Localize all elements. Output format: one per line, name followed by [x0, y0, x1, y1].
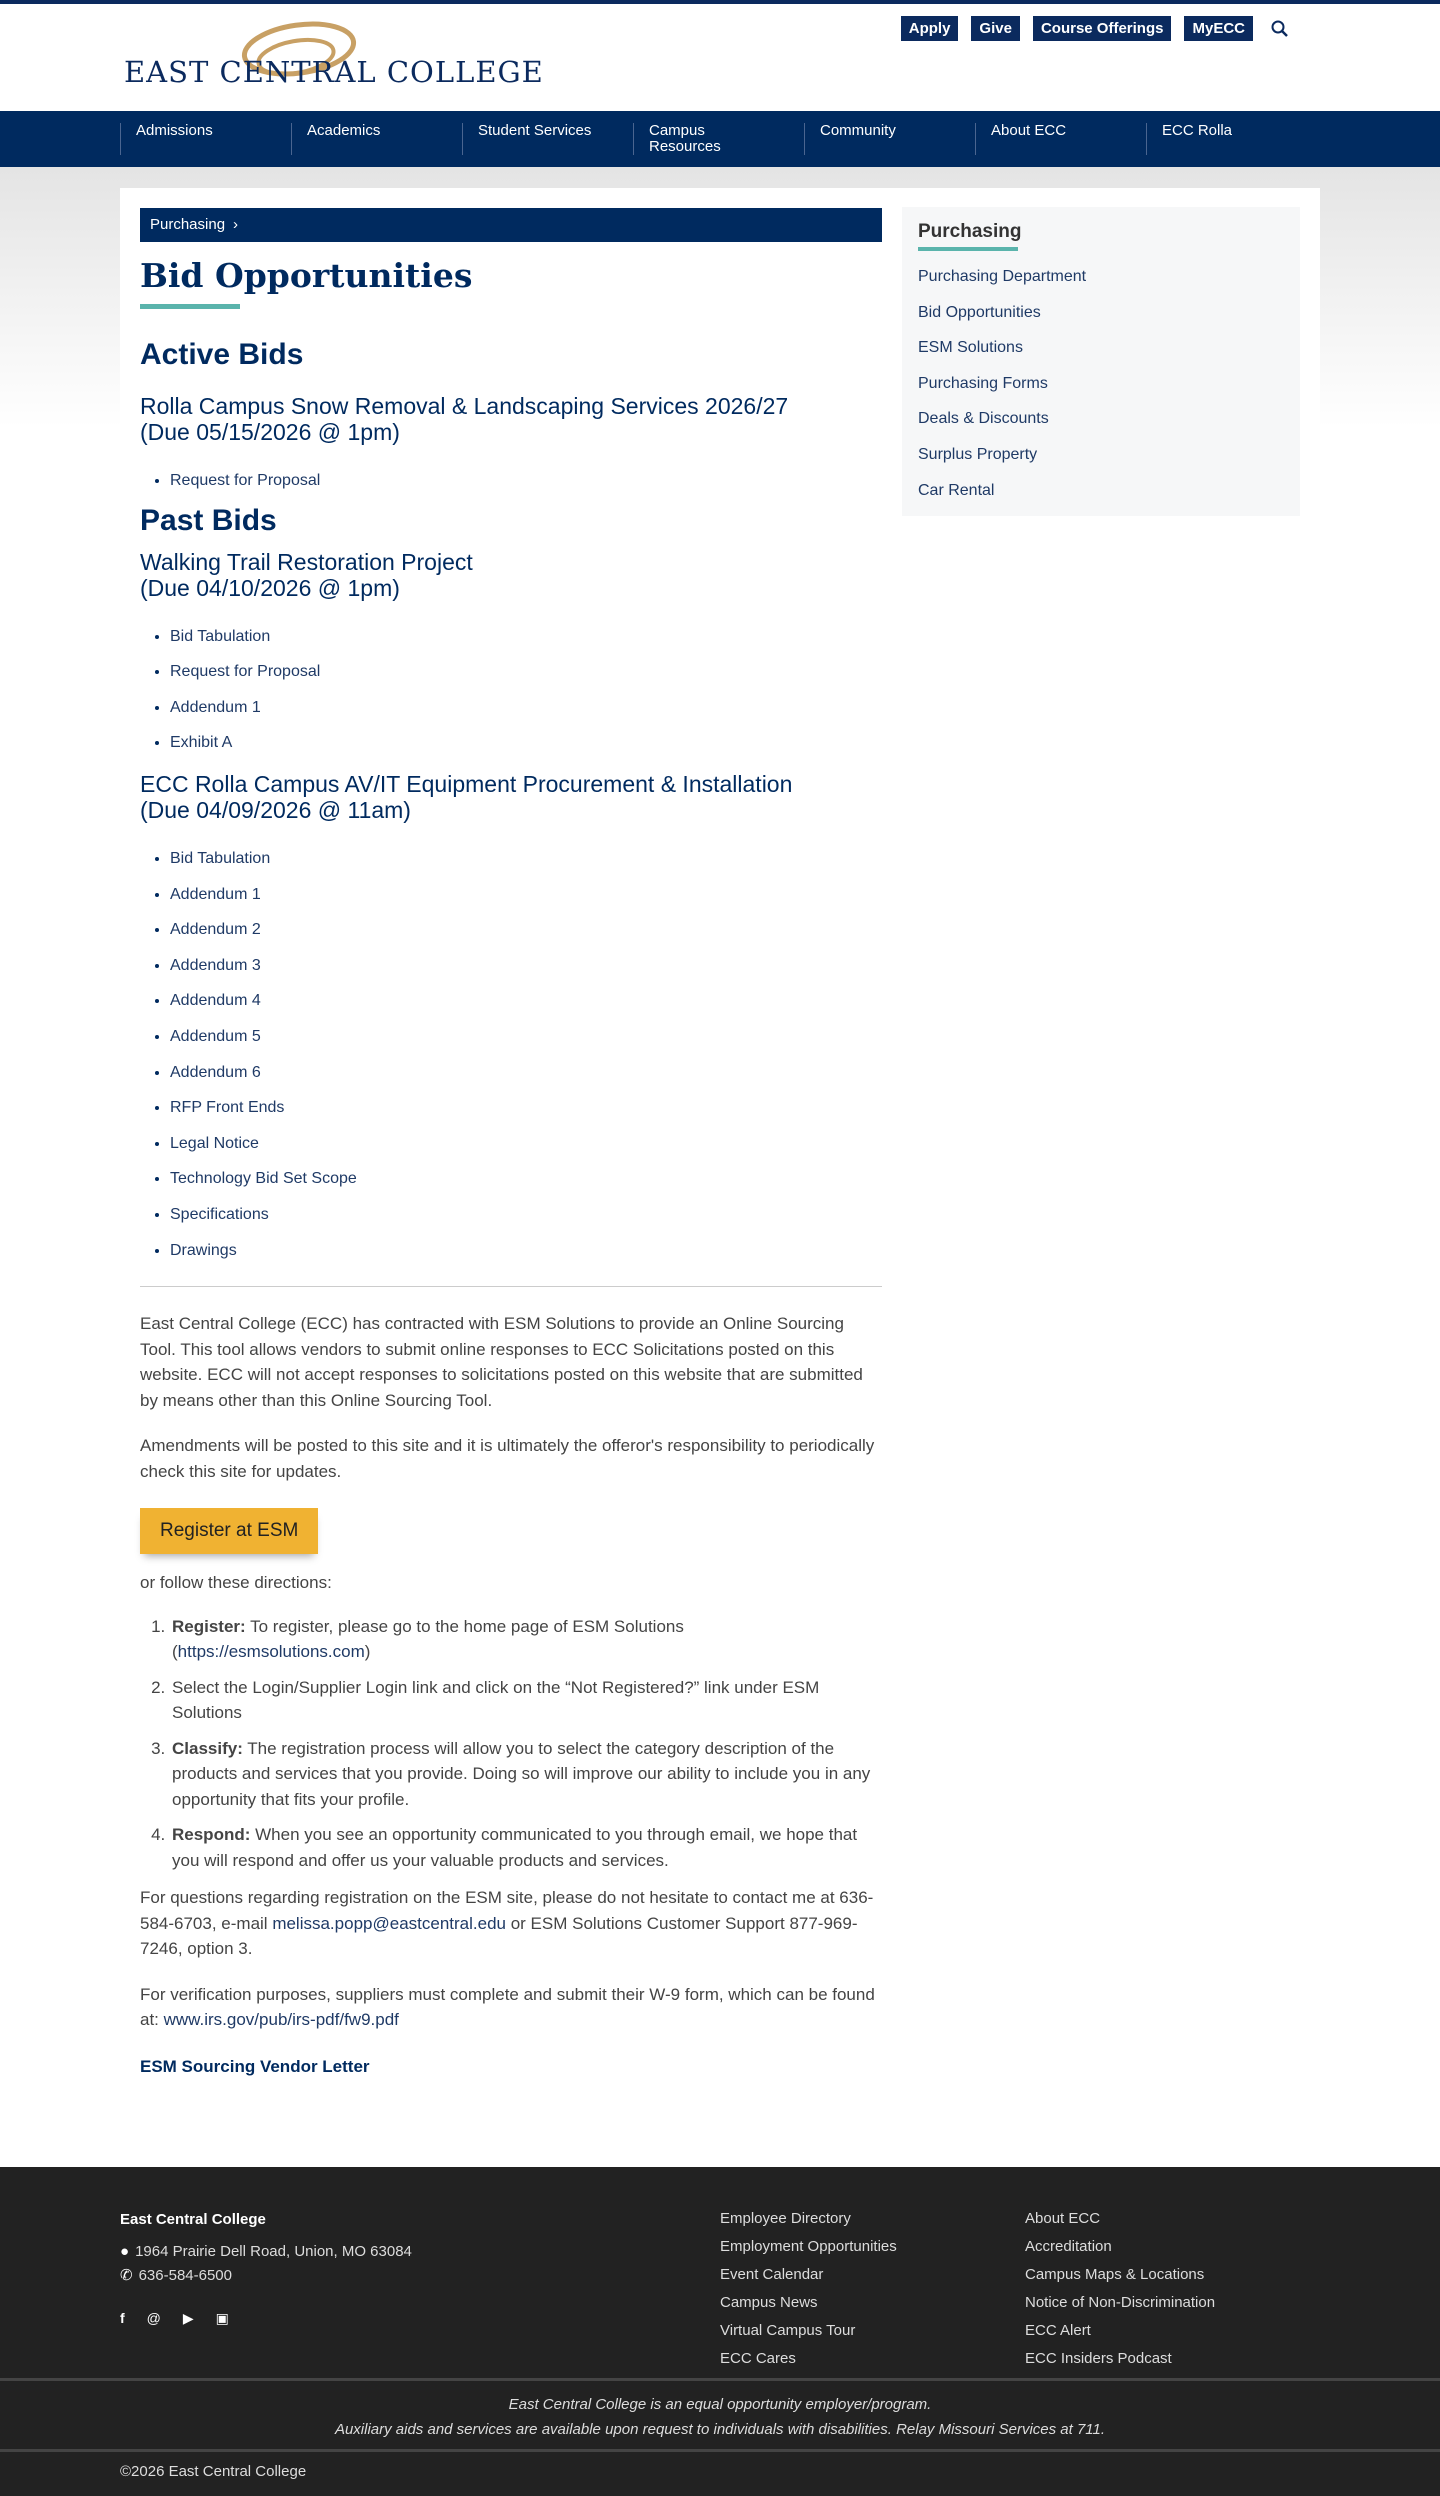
nav-student-services[interactable]: Student Services	[462, 123, 633, 155]
document-link[interactable]: Exhibit A	[170, 734, 233, 752]
footer-links-col2	[1025, 2205, 1215, 2373]
document-link[interactable]: Legal Notice	[170, 1134, 259, 1152]
instagram-icon[interactable]: ▣	[215, 2310, 229, 2326]
step-text: Select the Login/Supplier Login link and click on the “Not Registered?” link under ESM Solutions	[172, 1677, 820, 1723]
w9-text-a: For verification purposes, suppliers must complete and submit their W-9 form, which can be found at:	[140, 1984, 875, 2030]
list-item	[170, 463, 882, 499]
list-item	[170, 877, 882, 913]
document-link[interactable]: Addendum 1	[170, 698, 261, 716]
site-footer	[0, 2167, 1440, 2496]
bid-documents	[170, 619, 882, 761]
document-link[interactable]: Addendum 2	[170, 921, 261, 939]
breadcrumb	[140, 208, 882, 242]
footer-link[interactable]: ECC Cares	[720, 2350, 796, 2367]
step-text: To register, please go to the home page of ESM Solutions (	[172, 1616, 684, 1662]
footer-link[interactable]: Accreditation	[1025, 2238, 1112, 2255]
bid-documents	[170, 841, 882, 1268]
step-respond	[170, 1822, 882, 1873]
main-content	[140, 208, 882, 2077]
bid-due: (Due 05/15/2026 @ 1pm)	[140, 419, 400, 445]
footer-link[interactable]: Notice of Non-Discrimination	[1025, 2294, 1216, 2311]
eo-line2	[0, 2417, 1440, 2442]
document-link[interactable]: Specifications	[170, 1205, 269, 1223]
list-item	[170, 983, 882, 1019]
sidebar-item[interactable]: Deals & Discounts	[918, 410, 1049, 428]
bid-due: (Due 04/09/2026 @ 11am)	[140, 796, 411, 823]
step-classify	[170, 1736, 882, 1813]
logo-text: EAST CENTRAL COLLEGE	[124, 55, 544, 89]
list-item	[170, 1233, 882, 1269]
document-link[interactable]: RFP Front Ends	[170, 1099, 285, 1117]
utility-links	[901, 16, 1290, 41]
phone-icon: ✆	[120, 2267, 133, 2284]
bid-name: Walking Trail Restoration Project	[140, 548, 473, 575]
social-links	[120, 2310, 412, 2327]
directions-intro: or follow these directions:	[140, 1573, 332, 1593]
list-item	[170, 1126, 882, 1162]
footer-address	[120, 2240, 412, 2264]
footer-link[interactable]: ECC Insiders Podcast	[1025, 2350, 1172, 2367]
step-text: The registration process will allow you to select the category description of the products and services that you provide. Doing so will improve our ability to include you in any opportunity that fits your profile.	[172, 1738, 871, 1809]
footer-phone	[120, 2264, 412, 2288]
search-icon[interactable]	[1270, 19, 1290, 39]
footer-link[interactable]: Campus News	[720, 2294, 818, 2311]
bid-title	[140, 393, 882, 445]
document-link[interactable]: Addendum 3	[170, 956, 261, 974]
chevron-right-icon: ›	[233, 216, 239, 233]
past-bids-heading: Past Bids	[140, 503, 277, 537]
apply-button[interactable]: Apply	[901, 16, 959, 41]
divider	[140, 1286, 882, 1287]
sidebar-menu	[918, 259, 1284, 508]
contact-text-b: or ESM Solutions Customer Support 877-969-7246, option 3.	[140, 1913, 858, 1959]
nav-academics[interactable]: Academics	[291, 123, 462, 155]
bid-name: Rolla Campus Snow Removal & Landscaping Services 2026/27	[140, 393, 789, 419]
sidebar-title-underline	[918, 247, 1018, 251]
step-label: Classify:	[172, 1738, 243, 1758]
footer-contact	[120, 2211, 412, 2327]
esm-link[interactable]: https://esmsolutions.com	[177, 1642, 365, 1662]
footer-college-name: East Central College	[120, 2211, 266, 2228]
phone-text[interactable]: 636-584-6500	[138, 2267, 232, 2284]
youtube-icon[interactable]: ▶	[182, 2310, 194, 2326]
step-label: Register:	[172, 1616, 246, 1636]
step-text: When you see an opportunity communicated to you through email, we hope that you will respond and offer us your valuable products and services.	[172, 1825, 858, 1870]
map-pin-icon: ●	[120, 2243, 130, 2260]
step-register	[170, 1614, 882, 1665]
step-text: )	[364, 1642, 371, 1662]
document-link[interactable]: Addendum 5	[170, 1027, 261, 1045]
bid-title	[140, 549, 882, 601]
list-item	[170, 1197, 882, 1233]
list-item	[170, 690, 882, 726]
sidebar	[902, 207, 1300, 516]
footer-divider	[0, 2449, 1440, 2452]
step-label: Respond:	[172, 1825, 251, 1845]
footer-link[interactable]: ECC Alert	[1025, 2322, 1091, 2339]
list-item	[170, 619, 882, 655]
course-offerings-button[interactable]: Course Offerings	[1033, 16, 1172, 41]
contact-text-a: For questions regarding registration on the ESM site, please do not hesitate to contact me at 636-584-6703, e-mail	[140, 1888, 874, 1933]
myecc-button[interactable]: MyECC	[1184, 16, 1253, 41]
document-link[interactable]: Bid Tabulation	[170, 627, 271, 645]
bid-due: (Due 04/10/2026 @ 1pm)	[140, 574, 400, 601]
nav-community[interactable]: Community	[804, 123, 975, 155]
footer-link[interactable]: Event Calendar	[720, 2266, 824, 2283]
list-item	[170, 948, 882, 984]
relay-missouri-link[interactable]: Relay Missouri	[896, 2421, 995, 2438]
step-login	[170, 1675, 882, 1726]
sidebar-item[interactable]: Surplus Property	[918, 445, 1038, 463]
threads-icon[interactable]: @	[146, 2310, 161, 2326]
footer-divider	[0, 2378, 1440, 2381]
nav-admissions[interactable]: Admissions	[120, 123, 291, 155]
nav-about-ecc[interactable]: About ECC	[975, 123, 1146, 155]
nav-ecc-rolla[interactable]: ECC Rolla	[1146, 123, 1317, 155]
sidebar-title: Purchasing	[918, 221, 1022, 242]
nav-campus-resources[interactable]: Campus Resources	[633, 123, 804, 155]
list-item	[170, 1055, 882, 1091]
sidebar-item[interactable]: Purchasing Department	[918, 268, 1087, 285]
breadcrumb-purchasing[interactable]: Purchasing	[150, 216, 226, 233]
footer-link[interactable]: Employment Opportunities	[720, 2238, 897, 2255]
esm-intro: East Central College (ECC) has contracted with ESM Solutions to provide an Online Sourcing Tool. This tool allows vendors to submit online responses to ECC Solicitations posted on this website. ECC will not accept responses to solicitations posted on this website that are submitted by means other than this Online Sourcing Tool.	[140, 1314, 863, 1410]
give-button[interactable]: Give	[971, 16, 1020, 41]
contact-text	[140, 1885, 882, 1962]
document-link[interactable]: Addendum 6	[170, 1063, 261, 1081]
equal-opportunity-statement	[0, 2392, 1440, 2442]
college-logo[interactable]	[124, 19, 544, 94]
document-link[interactable]: Request for Proposal	[170, 472, 321, 489]
document-link[interactable]: Addendum 1	[170, 885, 261, 903]
vendor-letter-link[interactable]: ESM Sourcing Vendor Letter	[140, 2056, 370, 2076]
document-link[interactable]: Bid Tabulation	[170, 849, 271, 867]
active-bids-heading: Active Bids	[140, 338, 304, 371]
bid-title	[140, 771, 882, 823]
bid-documents	[170, 463, 882, 499]
copyright: ©2026 East Central College	[120, 2463, 307, 2480]
footer-link[interactable]: About ECC	[1025, 2210, 1101, 2227]
footer-link[interactable]: Campus Maps & Locations	[1025, 2266, 1205, 2283]
content-card	[120, 188, 1320, 2167]
register-at-esm-button[interactable]: Register at ESM	[140, 1508, 318, 1554]
list-item	[170, 654, 882, 690]
amendments-text: Amendments will be posted to this site and it is ultimately the offeror's responsibility to periodically check this site for updates.	[140, 1436, 875, 1481]
footer-links-col1	[720, 2205, 897, 2373]
facebook-icon[interactable]: f	[120, 2310, 125, 2326]
eo-text: Auxiliary aids and services are available upon request to individuals with disabilities.	[334, 2421, 897, 2438]
w9-text	[140, 1982, 882, 2033]
page-title: Bid Opportunities	[140, 256, 473, 295]
document-link[interactable]: Drawings	[170, 1241, 237, 1259]
list-item	[170, 1161, 882, 1197]
footer-link[interactable]: Virtual Campus Tour	[720, 2322, 856, 2339]
main-nav	[0, 111, 1440, 167]
sidebar-item[interactable]: ESM Solutions	[918, 339, 1023, 357]
document-link[interactable]: Technology Bid Set Scope	[170, 1170, 357, 1188]
title-underline	[140, 304, 240, 309]
eo-line1: East Central College is an equal opportunity employer/program.	[508, 2396, 932, 2413]
footer-link[interactable]: Employee Directory	[720, 2210, 851, 2227]
document-link[interactable]: Request for Proposal	[170, 663, 321, 681]
registration-steps	[170, 1614, 882, 1874]
document-link[interactable]: Addendum 4	[170, 992, 261, 1010]
list-item	[170, 1090, 882, 1126]
list-item	[170, 912, 882, 948]
sidebar-item[interactable]: Bid Opportunities	[918, 303, 1041, 321]
sidebar-item[interactable]: Car Rental	[918, 481, 995, 499]
bid-name: ECC Rolla Campus AV/IT Equipment Procurement & Installation	[140, 770, 793, 797]
email-link[interactable]: melissa.popp@eastcentral.edu	[272, 1913, 506, 1933]
list-item	[170, 1019, 882, 1055]
list-item	[170, 725, 882, 761]
address-text: 1964 Prairie Dell Road, Union, MO 63084	[135, 2243, 412, 2260]
site-header	[0, 4, 1440, 111]
w9-link[interactable]: www.irs.gov/pub/irs-pdf/fw9.pdf	[163, 2010, 399, 2030]
list-item	[170, 841, 882, 877]
sidebar-item[interactable]: Purchasing Forms	[918, 374, 1048, 392]
eo-text: Services at 711.	[994, 2421, 1106, 2438]
